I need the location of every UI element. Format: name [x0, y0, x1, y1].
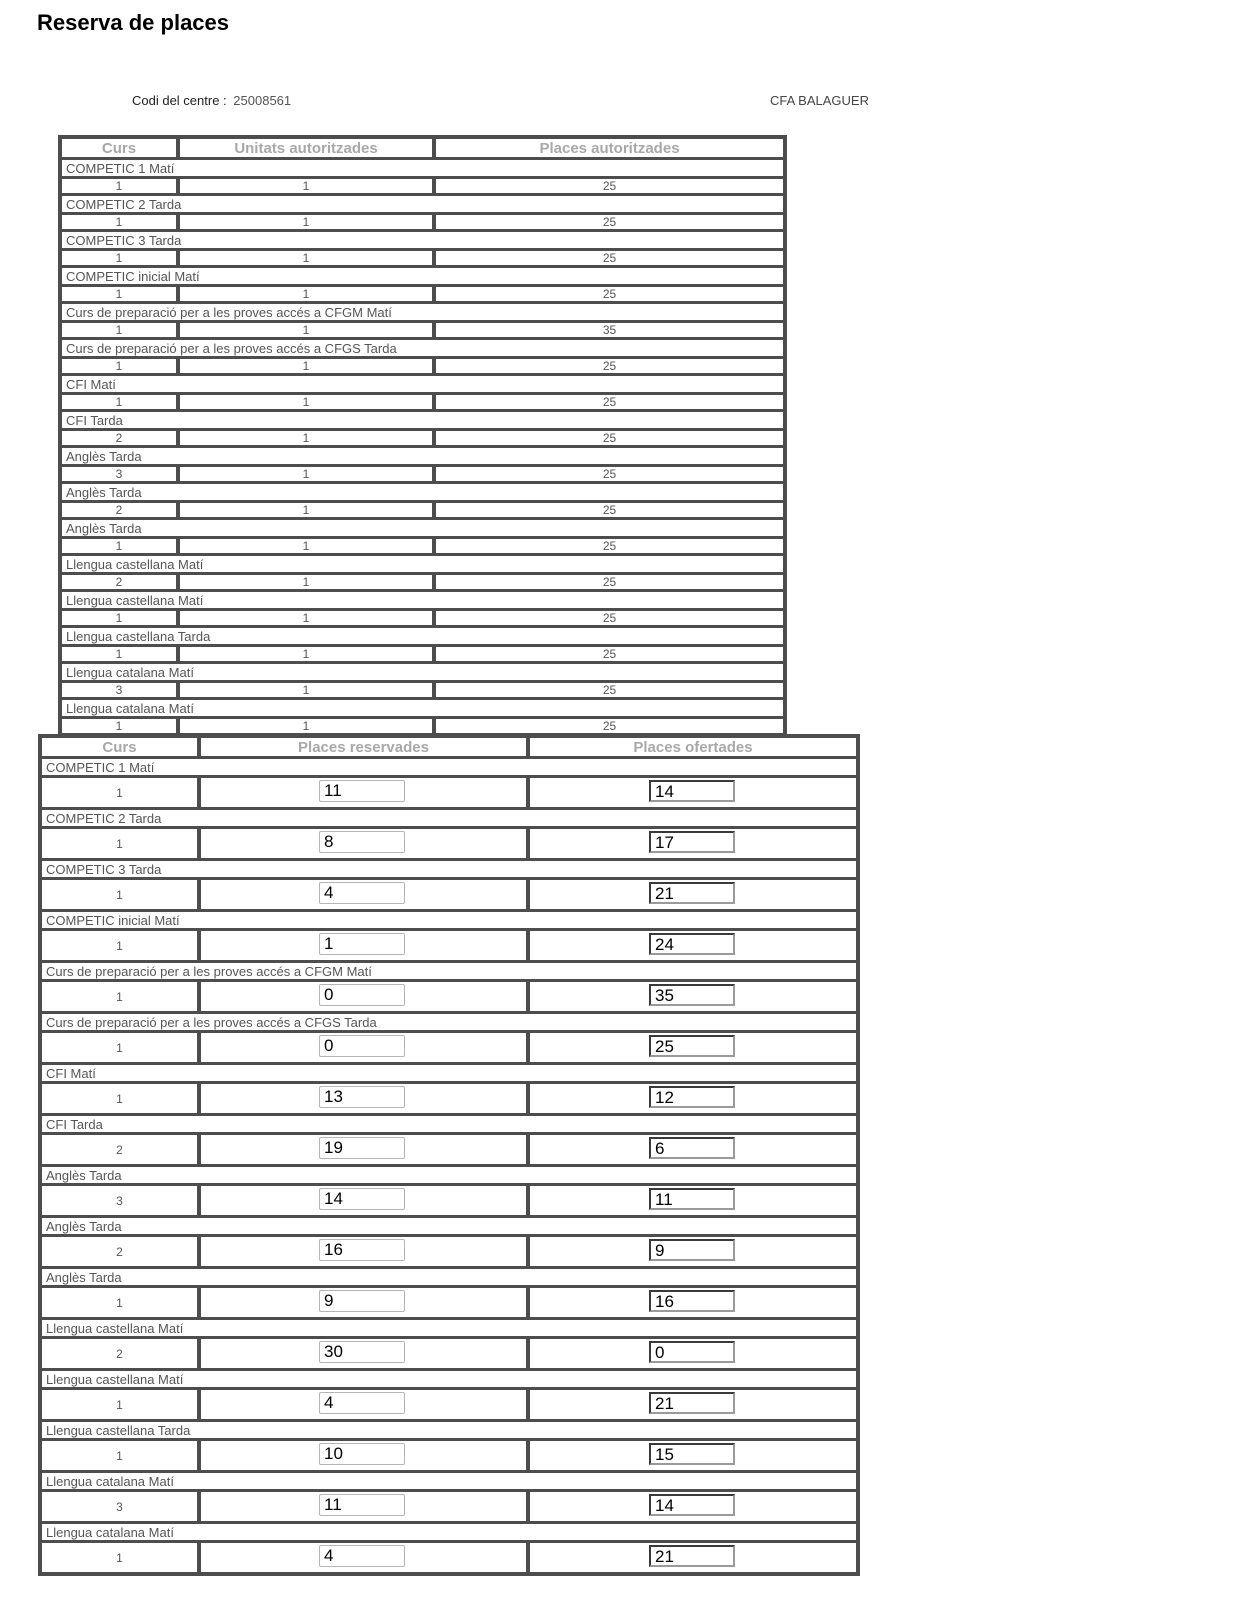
authorized-units-cell: 1 [178, 357, 434, 375]
authorized-places-cell: 25 [434, 357, 785, 375]
table-row [60, 645, 785, 663]
course-title-row [60, 195, 785, 213]
authorized-units-cell: 1 [178, 573, 434, 591]
offered-places-cell [528, 980, 858, 1013]
authorized-places-cell: 25 [434, 501, 785, 519]
course-title-row [60, 519, 785, 537]
course-title: CFI Matí [40, 1064, 858, 1082]
course-title-row [60, 411, 785, 429]
course-title-row [60, 483, 785, 501]
course-title-row [40, 1472, 858, 1490]
offered-places-input[interactable]: 24 [649, 933, 735, 955]
course-title: CFI Matí [60, 375, 785, 393]
offered-places-input[interactable]: 0 [649, 1341, 735, 1363]
course-title-row [40, 1013, 858, 1031]
authorized-places-cell: 25 [434, 213, 785, 231]
curs-cell: 2 [40, 1337, 199, 1370]
course-title: Anglès Tarda [40, 1166, 858, 1184]
reserved-places-input[interactable]: 0 [319, 984, 405, 1006]
offered-places-input[interactable]: 21 [649, 1392, 735, 1414]
offered-places-input[interactable]: 9 [649, 1239, 735, 1261]
reserved-places-input[interactable]: 4 [319, 1392, 405, 1414]
authorized-units-cell: 1 [178, 609, 434, 627]
offered-places-cell [528, 776, 858, 809]
course-title-row [40, 860, 858, 878]
authorized-places-cell: 25 [434, 609, 785, 627]
curs-cell: 1 [60, 645, 178, 663]
authorized-places-cell: 25 [434, 537, 785, 555]
reserved-places-cell [199, 878, 528, 911]
offered-places-input[interactable]: 21 [649, 882, 735, 904]
course-title-row [60, 591, 785, 609]
curs-cell: 2 [60, 501, 178, 519]
authorized-units-cell: 1 [178, 285, 434, 303]
reserved-places-cell [199, 1235, 528, 1268]
curs-cell: 1 [40, 1082, 199, 1115]
course-title: CFI Tarda [40, 1115, 858, 1133]
offered-places-input[interactable]: 16 [649, 1290, 735, 1312]
table-row [60, 357, 785, 375]
reserved-places-input[interactable]: 8 [319, 831, 405, 853]
offered-places-cell [528, 1541, 858, 1574]
offered-places-cell [528, 929, 858, 962]
curs-cell: 1 [60, 717, 178, 735]
course-title: Curs de preparació per a les proves accés a CFGM Matí [40, 962, 858, 980]
authorized-units-cell: 1 [178, 681, 434, 699]
column-header-curs: Curs [60, 137, 178, 159]
table-row [40, 929, 858, 962]
course-title-row [40, 962, 858, 980]
authorized-units-cell: 1 [178, 321, 434, 339]
table-row [60, 501, 785, 519]
authorized-units-cell: 1 [178, 393, 434, 411]
course-title: Llengua catalana Matí [60, 663, 785, 681]
table-row [60, 249, 785, 267]
authorized-places-cell: 35 [434, 321, 785, 339]
reserved-places-input[interactable]: 4 [319, 1545, 405, 1567]
course-title-row [40, 809, 858, 827]
authorized-places-cell: 25 [434, 465, 785, 483]
course-title: Anglès Tarda [40, 1268, 858, 1286]
column-header-authorized-units: Unitats autoritzades [178, 137, 434, 159]
course-title-row [40, 1115, 858, 1133]
table-row [60, 285, 785, 303]
authorized-units-cell: 1 [178, 249, 434, 267]
table-row [40, 1439, 858, 1472]
curs-cell: 2 [40, 1133, 199, 1166]
table-row [40, 1133, 858, 1166]
course-title: COMPETIC 2 Tarda [40, 809, 858, 827]
course-title-row [60, 447, 785, 465]
curs-cell: 1 [60, 609, 178, 627]
offered-places-input[interactable]: 14 [649, 780, 735, 802]
course-title: Llengua catalana Matí [40, 1523, 858, 1541]
course-title-row [40, 1064, 858, 1082]
reserved-places-cell [199, 1388, 528, 1421]
course-title: Curs de preparació per a les proves accés a CFGM Matí [60, 303, 785, 321]
course-title-row [60, 663, 785, 681]
curs-cell: 1 [40, 1388, 199, 1421]
centre-code-line [132, 93, 291, 108]
offered-places-input[interactable]: 14 [649, 1494, 735, 1516]
curs-cell: 2 [60, 429, 178, 447]
course-title-row [40, 1370, 858, 1388]
authorized-units-cell: 1 [178, 537, 434, 555]
course-title: Anglès Tarda [60, 483, 785, 501]
authorized-places-cell: 25 [434, 645, 785, 663]
course-title: Curs de preparació per a les proves accés a CFGS Tarda [40, 1013, 858, 1031]
course-title: COMPETIC 3 Tarda [40, 860, 858, 878]
table-row [40, 1286, 858, 1319]
course-title-row [60, 555, 785, 573]
authorized-units-cell: 1 [178, 465, 434, 483]
offered-places-input[interactable]: 15 [649, 1443, 735, 1465]
course-title: COMPETIC inicial Matí [60, 267, 785, 285]
reserved-places-cell [199, 776, 528, 809]
curs-cell: 1 [60, 285, 178, 303]
offered-places-cell [528, 1439, 858, 1472]
offered-places-cell [528, 1388, 858, 1421]
authorized-table-body [60, 159, 785, 735]
course-title-row [40, 1166, 858, 1184]
course-title: Llengua castellana Matí [40, 1319, 858, 1337]
offered-places-cell [528, 1082, 858, 1115]
course-title: COMPETIC 3 Tarda [60, 231, 785, 249]
curs-cell: 1 [60, 213, 178, 231]
authorized-places-cell: 25 [434, 681, 785, 699]
course-title: CFI Tarda [60, 411, 785, 429]
column-header-curs: Curs [40, 736, 199, 758]
curs-cell: 2 [40, 1235, 199, 1268]
reserved-places-input[interactable]: 19 [319, 1137, 405, 1159]
curs-cell: 1 [40, 878, 199, 911]
course-title-row [40, 1523, 858, 1541]
table-row [60, 573, 785, 591]
reserved-places-cell [199, 1439, 528, 1472]
reserved-places-input[interactable]: 9 [319, 1290, 405, 1312]
reserved-places-input[interactable]: 14 [319, 1188, 405, 1210]
curs-cell: 1 [40, 929, 199, 962]
offered-places-input[interactable]: 35 [649, 984, 735, 1006]
reserved-places-input[interactable]: 1 [319, 933, 405, 955]
course-title-row [60, 699, 785, 717]
table-row [60, 429, 785, 447]
course-title-row [60, 303, 785, 321]
offered-places-input[interactable]: 6 [649, 1137, 735, 1159]
authorized-places-cell: 25 [434, 249, 785, 267]
table-row [40, 776, 858, 809]
table-row [60, 393, 785, 411]
authorized-places-cell: 25 [434, 393, 785, 411]
reserved-places-cell [199, 1286, 528, 1319]
course-title-row [60, 231, 785, 249]
centre-code-value: 25008561 [233, 93, 292, 108]
curs-cell: 1 [60, 393, 178, 411]
curs-cell: 3 [40, 1490, 199, 1523]
curs-cell: 1 [60, 357, 178, 375]
curs-cell: 1 [40, 980, 199, 1013]
course-title-row [60, 159, 785, 177]
reserved-places-input[interactable]: 13 [319, 1086, 405, 1108]
course-title: Llengua castellana Matí [60, 591, 785, 609]
table-row [40, 827, 858, 860]
course-title: COMPETIC 1 Matí [60, 159, 785, 177]
course-title: Llengua catalana Matí [60, 699, 785, 717]
offered-places-input[interactable]: 11 [649, 1188, 735, 1210]
table-row [40, 980, 858, 1013]
reserved-places-input[interactable]: 30 [319, 1341, 405, 1363]
offered-places-cell [528, 1184, 858, 1217]
course-title: COMPETIC inicial Matí [40, 911, 858, 929]
course-title: COMPETIC 1 Matí [40, 758, 858, 776]
course-title-row [40, 1217, 858, 1235]
course-title: Llengua catalana Matí [40, 1472, 858, 1490]
authorized-places-cell: 25 [434, 717, 785, 735]
course-title: Llengua castellana Matí [60, 555, 785, 573]
course-title: Curs de preparació per a les proves accés a CFGS Tarda [60, 339, 785, 357]
offered-places-cell [528, 1490, 858, 1523]
authorized-units-cell: 1 [178, 501, 434, 519]
authorized-places-cell: 25 [434, 429, 785, 447]
curs-cell: 1 [60, 177, 178, 195]
table-row [40, 878, 858, 911]
offered-places-cell [528, 827, 858, 860]
course-title-row [60, 375, 785, 393]
table-row [40, 1184, 858, 1217]
reserved-places-cell [199, 1337, 528, 1370]
reserved-places-input[interactable]: 10 [319, 1443, 405, 1465]
reservations-table [38, 734, 860, 1576]
authorized-header-row [60, 137, 785, 159]
curs-cell: 1 [60, 321, 178, 339]
authorized-units-cell: 1 [178, 717, 434, 735]
curs-cell: 1 [60, 537, 178, 555]
reserved-places-cell [199, 1031, 528, 1064]
authorized-places-cell: 25 [434, 285, 785, 303]
reserved-places-cell [199, 1184, 528, 1217]
reserved-places-input[interactable]: 16 [319, 1239, 405, 1261]
column-header-offered-places: Places ofertades [528, 736, 858, 758]
curs-cell: 1 [40, 1541, 199, 1574]
course-title: Llengua castellana Tarda [40, 1421, 858, 1439]
curs-cell: 3 [60, 465, 178, 483]
offered-places-input[interactable]: 12 [649, 1086, 735, 1108]
offered-places-cell [528, 1337, 858, 1370]
table-row [60, 609, 785, 627]
curs-cell: 1 [40, 1439, 199, 1472]
curs-cell: 1 [40, 1286, 199, 1319]
page-title: Reserva de places [37, 10, 230, 35]
column-header-authorized-places: Places autoritzades [434, 137, 785, 159]
course-title-row [60, 267, 785, 285]
reserved-places-cell [199, 1490, 528, 1523]
offered-places-cell [528, 1235, 858, 1268]
table-row [40, 1235, 858, 1268]
reserved-places-cell [199, 827, 528, 860]
reservations-header-row [40, 736, 858, 758]
offered-places-cell [528, 1031, 858, 1064]
reserved-places-input[interactable]: 11 [319, 1494, 405, 1516]
table-row [40, 1031, 858, 1064]
curs-cell: 3 [60, 681, 178, 699]
table-row [40, 1490, 858, 1523]
table-row [40, 1388, 858, 1421]
centre-name: CFA BALAGUER [770, 93, 869, 108]
table-row [60, 537, 785, 555]
course-title: COMPETIC 2 Tarda [60, 195, 785, 213]
authorized-places-cell: 25 [434, 177, 785, 195]
reserved-places-cell [199, 929, 528, 962]
reserved-places-cell [199, 1541, 528, 1574]
course-title: Llengua castellana Tarda [60, 627, 785, 645]
table-row [40, 1541, 858, 1574]
course-title: Anglès Tarda [60, 447, 785, 465]
offered-places-cell [528, 1133, 858, 1166]
authorized-units-cell: 1 [178, 213, 434, 231]
table-row [60, 177, 785, 195]
table-row [40, 1082, 858, 1115]
centre-code-label: Codi del centre : [132, 93, 227, 108]
reserved-places-cell [199, 980, 528, 1013]
authorized-places-table [58, 135, 787, 737]
authorized-places-cell: 25 [434, 573, 785, 591]
table-row [60, 717, 785, 735]
table-row [60, 465, 785, 483]
course-title-row [40, 1268, 858, 1286]
curs-cell: 1 [40, 827, 199, 860]
table-row [60, 213, 785, 231]
course-title-row [60, 627, 785, 645]
curs-cell: 2 [60, 573, 178, 591]
course-title-row [40, 758, 858, 776]
table-row [60, 321, 785, 339]
reserved-places-input[interactable]: 4 [319, 882, 405, 904]
course-title-row [40, 1421, 858, 1439]
offered-places-input[interactable]: 25 [649, 1035, 735, 1057]
reservations-table-body [40, 758, 858, 1574]
curs-cell: 1 [60, 249, 178, 267]
offered-places-cell [528, 878, 858, 911]
course-title-row [40, 1319, 858, 1337]
course-title: Anglès Tarda [40, 1217, 858, 1235]
authorized-units-cell: 1 [178, 177, 434, 195]
curs-cell: 3 [40, 1184, 199, 1217]
table-row [40, 1337, 858, 1370]
offered-places-input[interactable]: 21 [649, 1545, 735, 1567]
course-title-row [60, 339, 785, 357]
curs-cell: 1 [40, 1031, 199, 1064]
course-title: Anglès Tarda [60, 519, 785, 537]
reserved-places-input[interactable]: 0 [319, 1035, 405, 1057]
offered-places-input[interactable]: 17 [649, 831, 735, 853]
reserved-places-cell [199, 1133, 528, 1166]
curs-cell: 1 [40, 776, 199, 809]
course-title: Llengua castellana Matí [40, 1370, 858, 1388]
reserved-places-input[interactable]: 11 [319, 780, 405, 802]
table-row [60, 681, 785, 699]
course-title-row [40, 911, 858, 929]
reserved-places-cell [199, 1082, 528, 1115]
authorized-units-cell: 1 [178, 645, 434, 663]
authorized-units-cell: 1 [178, 429, 434, 447]
offered-places-cell [528, 1286, 858, 1319]
column-header-reserved-places: Places reservades [199, 736, 528, 758]
